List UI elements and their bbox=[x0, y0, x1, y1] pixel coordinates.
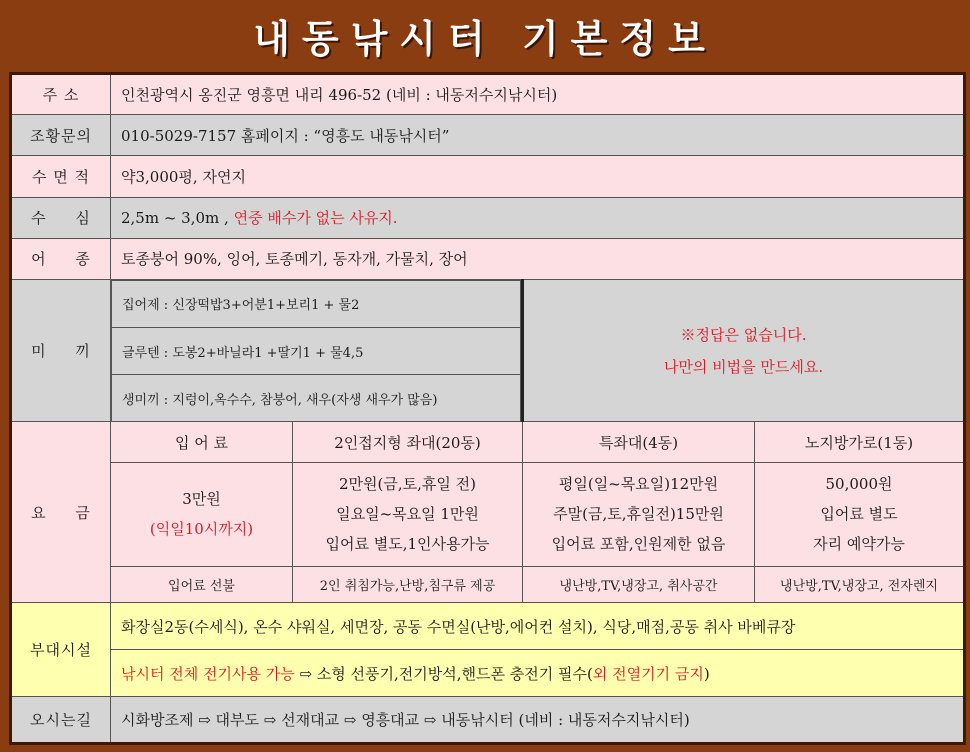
fees-special-line3: 입어료 포함,인원제한 없음 bbox=[551, 535, 726, 554]
row-address bbox=[11, 74, 965, 115]
row-facilities-2 bbox=[11, 650, 965, 696]
fees-header-double: 2인접지형 좌대(20동) bbox=[293, 422, 523, 462]
species-label: 어 종 bbox=[11, 238, 111, 279]
row-bait bbox=[11, 279, 965, 422]
facilities-power-note: 낚시터 전체 전기사용 가능 bbox=[121, 664, 295, 683]
depth-label: 수 심 bbox=[11, 197, 111, 238]
fees-header-open: 노지방가로(1동) bbox=[755, 422, 965, 462]
fees-entry bbox=[111, 462, 293, 566]
facilities-line2 bbox=[111, 650, 965, 696]
directions-value: 시화방조제 ⇨ 대부도 ⇨ 선재대교 ⇨ 영흥대교 ⇨ 내동낚시터 (네비 : 내동저수지낚시터) bbox=[111, 696, 965, 743]
fees-open-line1: 50,000원 bbox=[825, 475, 893, 494]
row-fees-body bbox=[11, 462, 965, 566]
fees-header-entry: 입 어 료 bbox=[111, 422, 293, 462]
depth-value bbox=[111, 197, 965, 238]
bait-label: 미 끼 bbox=[11, 279, 111, 422]
facilities-power-required: ⇨ 소형 선풍기,전기방석,핸드폰 충전기 필수( bbox=[294, 664, 593, 683]
area-value: 약3,000평, 자연지 bbox=[111, 156, 965, 197]
row-species bbox=[11, 238, 965, 279]
row-fees-footer bbox=[11, 567, 965, 603]
fees-open bbox=[755, 462, 965, 566]
bait-items bbox=[111, 280, 521, 422]
bait-item-gluten: 글루텐 : 도봉2+바닐라1 +딸기1 + 물4,5 bbox=[112, 328, 521, 375]
fees-label: 요 금 bbox=[11, 422, 111, 603]
info-table bbox=[9, 72, 966, 745]
row-contact bbox=[11, 115, 965, 156]
facilities-power-end: ) bbox=[703, 664, 710, 683]
bait-note-line1: ※정답은 없습니다. bbox=[680, 325, 807, 344]
fees-double-footer: 2인 취침가능,난방,침구류 제공 bbox=[293, 567, 523, 603]
fees-double-line1: 2만원(금,토,휴일 전) bbox=[339, 475, 476, 494]
fees-special bbox=[523, 462, 755, 566]
fees-special-line1: 평일(일~목요일)12만원 bbox=[558, 475, 719, 494]
row-fees-header bbox=[11, 422, 965, 462]
fees-entry-note: (익일10시까지) bbox=[149, 520, 254, 539]
facilities-label: 부대시설 bbox=[11, 603, 111, 696]
row-directions bbox=[11, 696, 965, 743]
row-area bbox=[11, 156, 965, 197]
fees-special-footer: 냉난방,TV,냉장고, 취사공간 bbox=[523, 567, 755, 603]
species-value: 토종붕어 90%, 잉어, 토종메기, 동자개, 가물치, 장어 bbox=[111, 238, 965, 279]
bait-list bbox=[111, 279, 523, 422]
row-depth bbox=[11, 197, 965, 238]
facilities-power-ban: 외 전열기기 금지 bbox=[592, 664, 704, 683]
fees-open-line2: 입어료 별도 bbox=[820, 505, 898, 524]
bait-note bbox=[523, 279, 965, 422]
fees-open-footer: 냉난방,TV,냉장고, 전자렌지 bbox=[755, 567, 965, 603]
facilities-line1: 화장실2동(수세식), 온수 샤워실, 세면장, 공동 수면실(난방,에어컨 설치), 식당,매점,공동 취사 바베큐장 bbox=[111, 603, 965, 650]
fees-double-line2: 일요일~목요일 1만원 bbox=[336, 505, 479, 524]
depth-range: 2,5m ~ 3,0m , bbox=[121, 209, 229, 228]
row-facilities-1 bbox=[11, 603, 965, 650]
address-label: 주 소 bbox=[11, 74, 111, 115]
fees-double bbox=[293, 462, 523, 566]
depth-note: 연중 배수가 없는 사유지. bbox=[233, 209, 398, 228]
contact-label: 조황문의 bbox=[11, 115, 111, 156]
fees-header-special: 특좌대(4동) bbox=[523, 422, 755, 462]
fees-special-line2: 주말(금,토,휴일전)15만원 bbox=[553, 505, 724, 524]
address-value: 인천광역시 옹진군 영흥면 내리 496-52 (네비 : 내동저수지낚시터) bbox=[111, 74, 965, 115]
fees-entry-footer: 입어료 선불 bbox=[111, 567, 293, 603]
directions-label: 오시는길 bbox=[11, 696, 111, 743]
fees-double-line3: 입어료 별도,1인사용가능 bbox=[325, 535, 490, 554]
bait-note-line2: 나만의 비법을 만드세요. bbox=[663, 357, 824, 376]
fees-open-line3: 자리 예약가능 bbox=[813, 535, 905, 554]
area-label: 수 면 적 bbox=[11, 156, 111, 197]
contact-value: 010-5029-7157 홈페이지 : “영흥도 내동낚시터” bbox=[111, 115, 965, 156]
page-title: 내동낚시터 기본정보 bbox=[253, 17, 717, 61]
fees-entry-price: 3만원 bbox=[182, 490, 221, 509]
bait-item-live: 생미끼 : 지렁이,옥수수, 참붕어, 새우(자생 새우가 많음) bbox=[112, 375, 521, 422]
bait-item-groundbait: 집어제 : 신장떡밥3+어분1+보리1 + 물2 bbox=[112, 280, 521, 327]
